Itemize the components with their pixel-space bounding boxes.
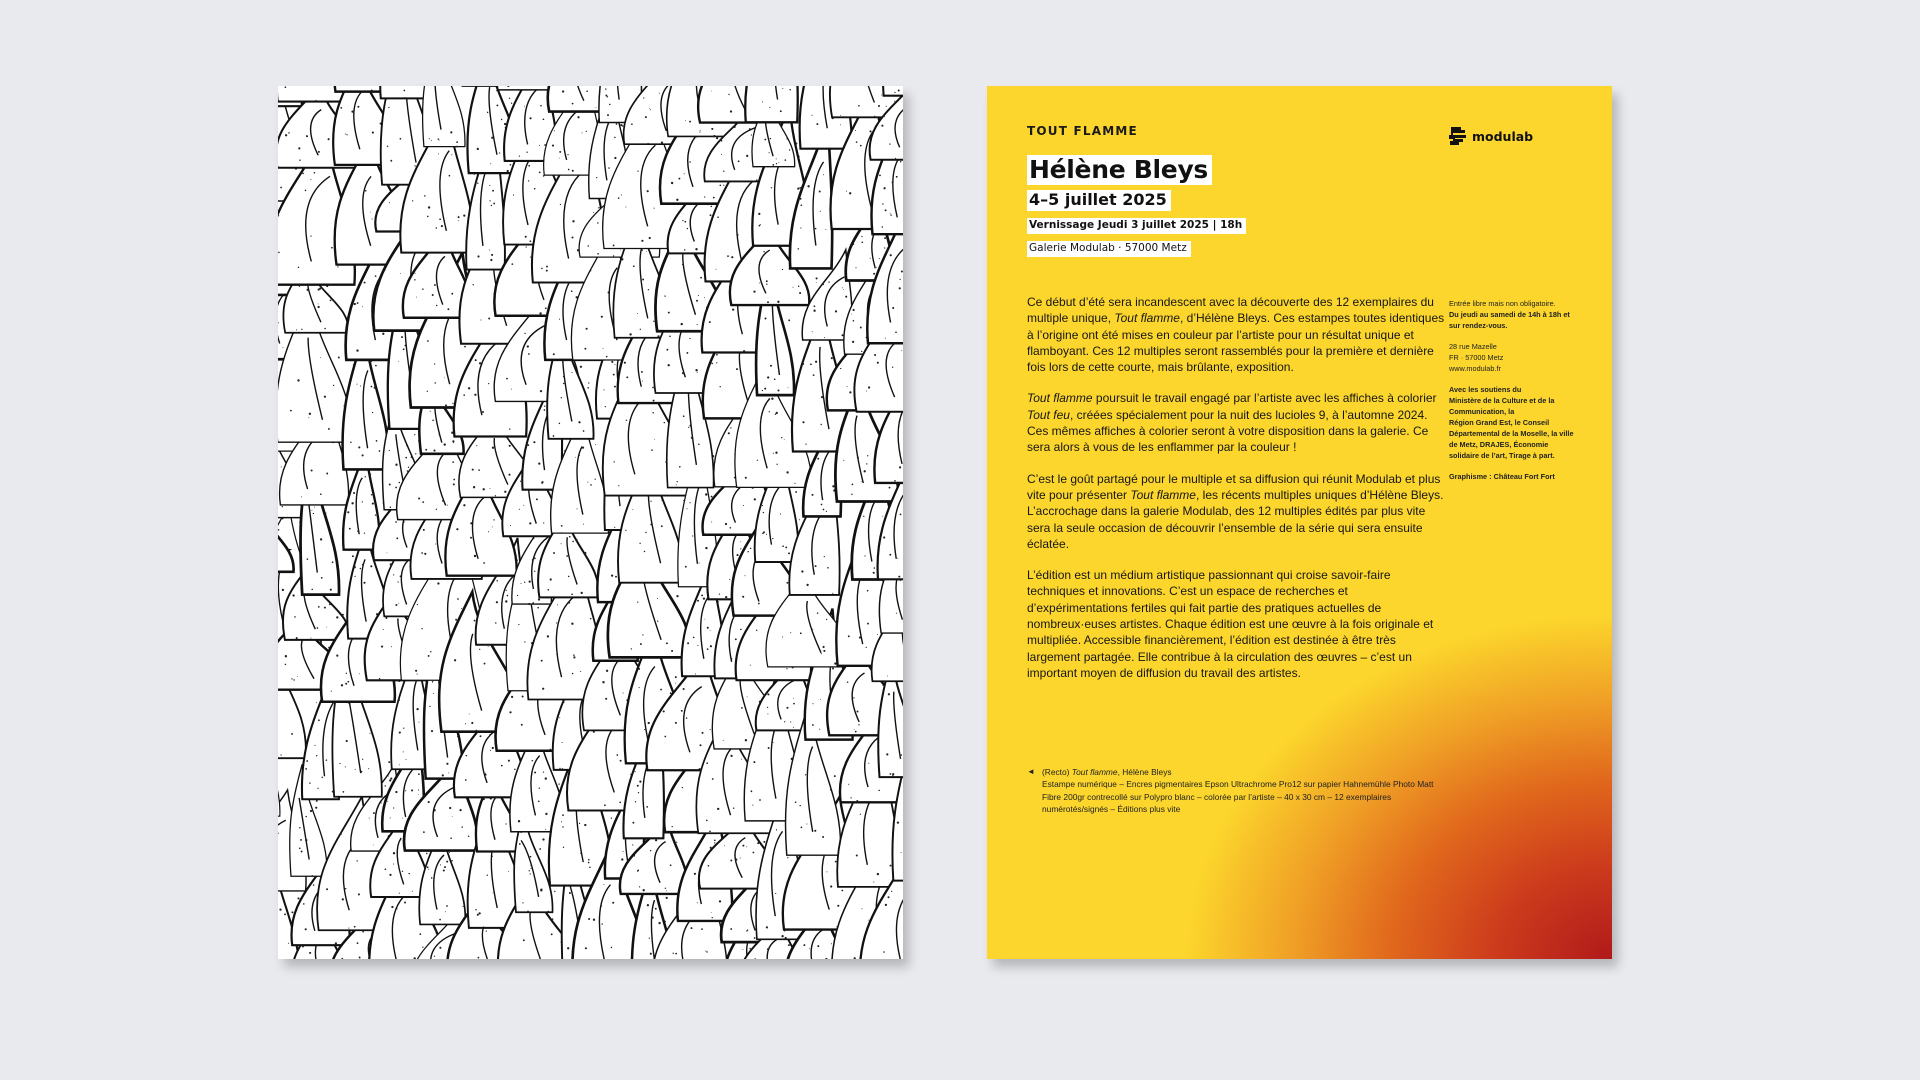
p3-text-c: L’accrochage dans la galerie Modulab, des 12 multiples édités par plus vite sera la seule occasion de découvrir l’ensemble de la série qui sera ensuite éclatée. xyxy=(1027,504,1426,551)
arrow-left-icon: ◄ xyxy=(1027,767,1035,776)
design-credit: Graphisme : Château Fort Fort xyxy=(1449,472,1555,481)
paragraph-1 xyxy=(1027,294,1449,375)
support-block xyxy=(1449,384,1579,461)
p1-text-b: , d’Hélène Bleys. Ces estampes toutes identiques à l’origine ont été mises en couleur par l’artiste pour un résultat unique et flamboyant. Ces 12 multiples seront rassemblés pour la première et dernière fois lors de cette courte, mais brûlante, exposition. xyxy=(1027,311,1445,375)
modulab-logo-icon xyxy=(1449,126,1467,146)
support-ministry: Ministère de la Culture et de la Communication, la xyxy=(1449,396,1555,416)
entry-note: Entrée libre mais non obligatoire. xyxy=(1449,299,1556,308)
p3-text-a: C’est le goût partagé pour le multiple et sa diffusion qui réunit Modulab et plus vite pour présenter xyxy=(1027,471,1441,502)
support-partners: Région Grand Est, le Conseil Départemental de la Moselle, la ville de Metz, DRAJES, Économie solidaire de l’art, Tirage à part. xyxy=(1449,418,1574,460)
p2-text-b: , créées spécialement pour la nuit des lucioles 9, à l’automne 2024. Ces mêmes affiches à colorier seront à votre disposition dans la galerie. Ce sera alors à vous de les enflammer par la couleur ! xyxy=(1027,407,1429,455)
p2-work-title-2: Tout feu xyxy=(1027,407,1070,422)
verso-poster xyxy=(987,86,1612,959)
flames-illustration xyxy=(278,86,903,959)
p1-text-a: Ce début d’été sera incandescent avec la découverte des 12 exemplaires du multiple unique, xyxy=(1027,295,1434,326)
hours-note: Du jeudi au samedi de 14h à 18h et sur rendez-vous. xyxy=(1449,310,1570,330)
paragraph-3 xyxy=(1027,471,1449,552)
address-street: 28 rue Mazelle xyxy=(1449,342,1497,351)
body-text xyxy=(1027,294,1449,696)
paragraph-4: L’édition est un médium artistique passionnant qui croise savoir-faire techniques et innovations. C’est un espace de recherches et d’expérimentations fertiles qui fait partie des pratiques actuelles de nombreux·euses artistes. Chaque édition est une œuvre à la fois originale et multipliée. Accessible financièrement, l’édition est destinée à être très largement partagée. Elle contribue à la circulation des œuvres – c’est un important moyen de diffusion du travail des artistes. xyxy=(1027,568,1434,680)
opening-hours xyxy=(1449,298,1579,331)
paragraph-2 xyxy=(1027,390,1449,455)
website-link[interactable]: www.modulab.fr xyxy=(1449,364,1501,373)
support-intro: Avec les soutiens du xyxy=(1449,385,1522,394)
modulab-logo xyxy=(1449,126,1533,146)
artist-name: Hélène Bleys xyxy=(1027,155,1212,185)
vernissage-info: Vernissage Jeudi 3 juillet 2025 | 18h xyxy=(1027,218,1246,234)
caption-prefix: (Recto) xyxy=(1042,767,1072,777)
recto-caption xyxy=(1027,766,1452,816)
exhibition-dates: 4–5 juillet 2025 xyxy=(1027,190,1171,211)
kicker-title: TOUT FLAMME xyxy=(1027,124,1138,138)
p3-text-b: , les récents multiples uniques d’Hélène Bleys. xyxy=(1195,487,1444,502)
p1-work-title: Tout flamme xyxy=(1114,311,1180,326)
p2-text-a: poursuit le travail engagé par l’artiste avec les affiches à colorier xyxy=(1092,391,1437,406)
address-block xyxy=(1449,341,1579,374)
p2-work-title: Tout flamme xyxy=(1027,391,1093,406)
caption-artist: , Hélène Bleys xyxy=(1117,767,1172,777)
venue-info: Galerie Modulab · 57000 Metz xyxy=(1027,241,1191,257)
logo-text: modulab xyxy=(1472,128,1534,144)
recto-poster xyxy=(278,86,903,959)
address-city: FR · 57000 Metz xyxy=(1449,353,1504,362)
p3-work-title: Tout flamme xyxy=(1130,487,1196,502)
caption-work-title: Tout flamme xyxy=(1071,767,1118,777)
caption-details: Estampe numérique – Encres pigmentaires Epson Ultrachrome Pro12 sur papier Hahnemühle Photo Matt Fibre 200gr contrecollé sur Polypro blanc – colorée par l’artiste – 40 x 30 cm – 12 exemplaires numérotés/signés – Éditions plus vite xyxy=(1042,779,1434,815)
info-sidebar xyxy=(1449,298,1579,492)
